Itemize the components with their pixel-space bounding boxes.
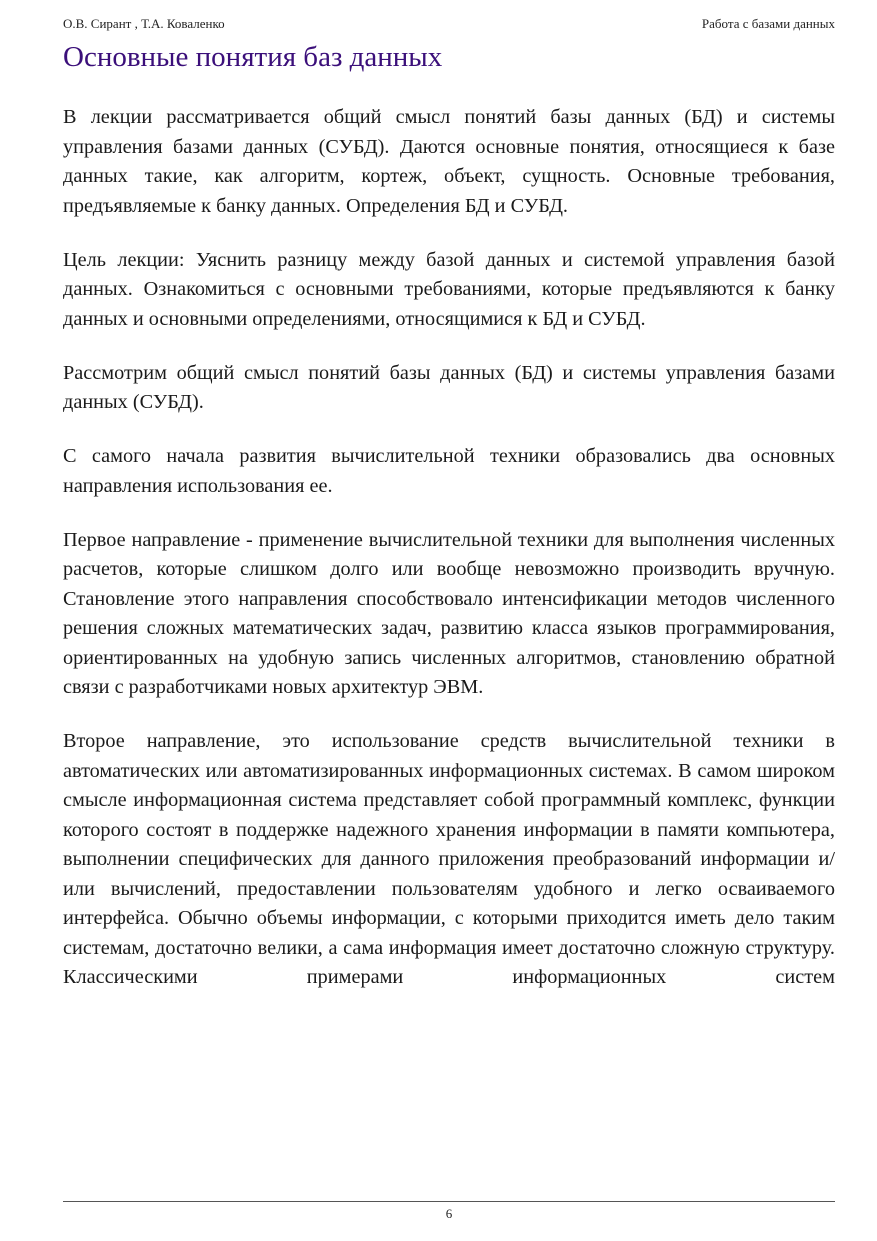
header-course-title: Работа с базами данных xyxy=(701,16,835,31)
lecture-title: Основные понятия баз данных xyxy=(63,41,443,73)
lecture-body xyxy=(63,103,835,993)
paragraph-overview: Рассмотрим общий смысл понятий базы данных (БД) и системы управления базами данных (СУБД). xyxy=(63,361,835,413)
header-authors: О.В. Сирант , Т.А. Коваленко xyxy=(63,16,225,31)
paragraph-directions: С самого начала развития вычислительной техники образовались два основных направления использования ее. xyxy=(63,445,835,497)
paragraph-second-direction: Второе направление, это использование средств вычислительной техники в автоматических или автоматизированных информационных системах. В самом широком смысле информационная система представляет собой программный комплекс, функции которого состоят в поддержке надежного хранения информации в памяти компьютера, выполнении специфических для данного приложения преобразований информации и/или вычислений, предоставлении пользователям удобного и легко осваиваемого интерфейса. Обычно объемы информации, с которыми приходится иметь дело таким системам, достаточно велики, а сама информация имеет достаточно сложную структуру. Классическими примерами информационных систем xyxy=(63,730,835,988)
paragraph-first-direction: Первое направление - применение вычислительной техники для выполнения численных расчетов, которые слишком долго или вообще невозможно производить вручную. Становление этого направления способствовало интенсификации методов численного решения сложных математических задач, развитию класса языков программирования, ориентированных на удобную запись численных алгоритмов, становлению обратной связи с разработчиками новых архитектур ЭВМ. xyxy=(63,528,835,698)
page-number: 6 xyxy=(445,1206,453,1221)
footer-divider xyxy=(63,1201,835,1202)
paragraph-goal: Цель лекции: Уяснить разницу между базой данных и системой управления базой данных. Ознакомиться с основными требованиями, которые предъявляются к банку данных и основными определениями, относящимися к БД и СУБД. xyxy=(63,248,835,330)
page-header xyxy=(63,16,835,36)
paragraph-intro: В лекции рассматривается общий смысл понятий базы данных (БД) и системы управления базами данных (СУБД). Даются основные понятия, относящиеся к базе данных такие, как алгоритм, кортеж, объект, сущность. Основные требования, предъявляемые к банку данных. Определения БД и СУБД. xyxy=(63,106,835,217)
